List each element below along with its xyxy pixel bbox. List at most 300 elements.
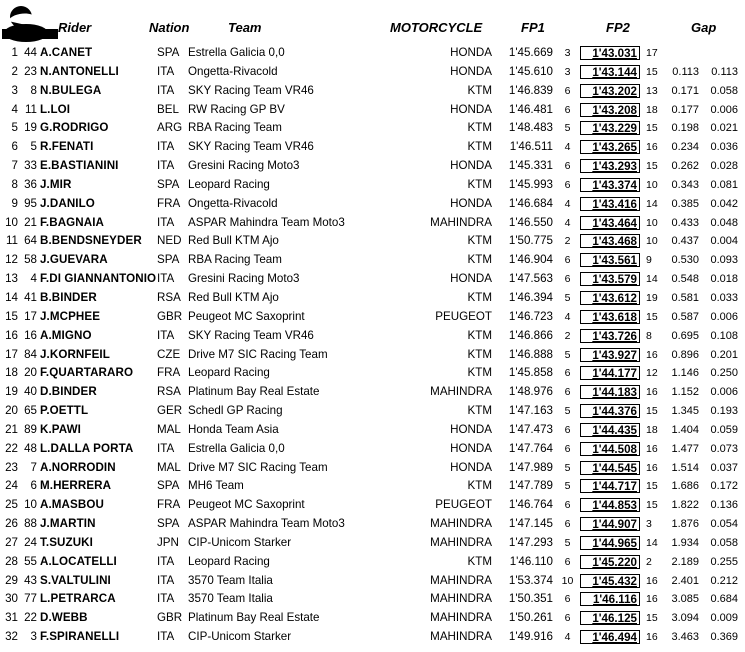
table-row [0, 119, 745, 138]
header-gap: Gap [691, 20, 717, 35]
fp2-lap: 15 [646, 612, 658, 625]
nation: GER [157, 404, 183, 418]
rider-name: D.WEBB [40, 611, 88, 625]
gap-first: 3.094 [671, 612, 699, 625]
fp2-time: 1'43.726 [580, 329, 640, 343]
position: 7 [11, 159, 18, 173]
table-row [0, 515, 745, 534]
position: 17 [5, 347, 18, 361]
gap-previous: 0.009 [710, 612, 738, 625]
fp1-time: 1'50.261 [508, 611, 553, 625]
gap-previous: 0.093 [710, 254, 738, 267]
nation: ITA [157, 441, 175, 455]
rider-name: P.OETTL [40, 404, 89, 418]
table-row [0, 496, 745, 515]
table-row [0, 572, 745, 591]
gap-first: 0.262 [671, 160, 699, 173]
team: Gresini Racing Moto3 [188, 159, 300, 173]
motorcycle: MAHINDRA [430, 385, 492, 399]
position: 18 [5, 366, 18, 380]
motorcycle: PEUGEOT [435, 309, 492, 323]
motorcycle: KTM [467, 366, 492, 380]
gap-first: 1.934 [671, 536, 699, 549]
fp1-time: 1'45.669 [508, 46, 553, 59]
gap-previous: 0.054 [710, 518, 738, 531]
nation: BEL [157, 102, 179, 116]
gap-first: 1.146 [671, 367, 699, 380]
motorcycle: MAHINDRA [430, 535, 492, 549]
table-row [0, 553, 745, 572]
fp2-lap: 16 [646, 461, 658, 474]
gap-first: 3.463 [671, 631, 699, 644]
fp1-lap: 4 [564, 631, 571, 644]
rider-number: 64 [24, 234, 37, 248]
team: Estrella Galicia 0,0 [188, 46, 285, 59]
table-row [0, 364, 745, 383]
fp1-time: 1'47.145 [508, 517, 553, 531]
fp2-lap: 16 [646, 348, 658, 361]
fp2-time: 1'44.177 [580, 366, 640, 380]
table-row [0, 383, 745, 402]
gap-first: 0.385 [671, 197, 699, 210]
fp2-lap: 15 [646, 480, 658, 493]
position: 25 [5, 498, 18, 512]
gap-previous: 0.684 [710, 593, 738, 606]
nation: ITA [157, 592, 175, 606]
table-row [0, 327, 745, 346]
motorcycle: HONDA [450, 441, 492, 455]
fp1-time: 1'47.163 [508, 404, 553, 418]
gap-first: 0.433 [671, 216, 699, 229]
position: 6 [11, 140, 18, 154]
fp2-lap: 16 [646, 386, 658, 399]
rider-number: 44 [24, 46, 37, 59]
fp2-time: 1'43.229 [580, 121, 640, 135]
fp2-time: 1'43.468 [580, 234, 640, 248]
rider-number: 3 [30, 630, 37, 644]
fp1-time: 1'53.374 [508, 573, 553, 587]
gap-previous: 0.058 [710, 536, 738, 549]
motorcycle: KTM [467, 121, 492, 135]
gap-first: 1.822 [671, 499, 699, 512]
position: 10 [5, 215, 18, 229]
motorcycle: HONDA [450, 46, 492, 59]
nation: RSA [157, 290, 181, 304]
gap-first: 1.686 [671, 480, 699, 493]
fp1-time: 1'46.904 [508, 253, 553, 267]
nation: FRA [157, 498, 181, 512]
rider-name: E.BASTIANINI [40, 159, 119, 173]
gap-previous: 0.033 [710, 291, 738, 304]
gap-previous: 0.004 [710, 235, 738, 248]
rider-number: 88 [24, 517, 37, 531]
fp1-lap: 3 [564, 65, 571, 78]
rider-name: J.KORNFEIL [40, 347, 110, 361]
fp2-lap: 15 [646, 405, 658, 418]
fp2-time: 1'43.464 [580, 216, 640, 230]
team: Platinum Bay Real Estate [188, 385, 320, 399]
rider-number: 23 [24, 64, 37, 78]
fp1-time: 1'45.331 [508, 159, 553, 173]
position: 11 [5, 234, 18, 248]
gap-previous: 0.255 [710, 555, 738, 568]
fp2-time: 1'44.907 [580, 517, 640, 531]
gap-first: 1.404 [671, 423, 699, 436]
fp2-lap: 13 [646, 84, 658, 97]
gap-previous: 0.250 [710, 367, 738, 380]
nation: MAL [157, 422, 181, 436]
rider-name: J.MCPHEE [40, 309, 101, 323]
fp2-time: 1'45.220 [580, 555, 640, 569]
motorcycle: HONDA [450, 159, 492, 173]
fp2-time: 1'43.612 [580, 291, 640, 305]
fp2-lap: 10 [646, 216, 658, 229]
fp2-time: 1'45.432 [580, 574, 640, 588]
team: SKY Racing Team VR46 [188, 83, 314, 97]
position: 19 [5, 385, 18, 399]
fp1-time: 1'46.511 [509, 140, 553, 154]
position: 23 [5, 460, 18, 474]
fp1-time: 1'45.858 [508, 366, 553, 380]
table-row [0, 270, 745, 289]
nation: SPA [157, 517, 180, 531]
position: 29 [5, 573, 18, 587]
rider-name: A.MASBOU [40, 498, 104, 512]
fp2-lap: 12 [646, 367, 658, 380]
nation: ITA [157, 83, 175, 97]
motorcycle: MAHINDRA [430, 573, 492, 587]
rider-name: B.BENDSNEYDER [40, 234, 142, 248]
gap-previous: 0.021 [710, 122, 738, 135]
fp2-lap: 10 [646, 178, 658, 191]
rider-number: 17 [24, 309, 37, 323]
position: 20 [5, 404, 18, 418]
position: 9 [11, 196, 18, 210]
table-row [0, 440, 745, 459]
motorcycle: MAHINDRA [430, 517, 492, 531]
position: 12 [5, 253, 18, 267]
fp1-time: 1'46.394 [508, 290, 553, 304]
gap-previous: 0.136 [710, 499, 738, 512]
fp2-lap: 16 [646, 574, 658, 587]
fp2-time: 1'43.618 [580, 310, 640, 324]
nation: ITA [157, 272, 175, 286]
gap-previous: 0.028 [710, 160, 738, 173]
team: Ongetta-Rivacold [188, 196, 278, 210]
rider-name: A.LOCATELLI [40, 554, 117, 568]
table-row [0, 609, 745, 628]
gap-first: 0.234 [671, 141, 699, 154]
fp2-time: 1'43.208 [580, 103, 640, 117]
table-row [0, 421, 745, 440]
gap-previous: 0.108 [710, 329, 738, 342]
rider-number: 10 [24, 498, 37, 512]
fp1-lap: 5 [564, 405, 571, 418]
rider-number: 43 [24, 573, 37, 587]
rider-number: 8 [30, 83, 37, 97]
rider-name: R.FENATI [40, 140, 94, 154]
fp1-lap: 6 [564, 555, 571, 568]
fp1-lap: 4 [564, 197, 571, 210]
rider-number: 65 [24, 404, 37, 418]
motorcycle: KTM [467, 404, 492, 418]
team: MH6 Team [188, 479, 244, 493]
rider-number: 36 [24, 177, 37, 191]
fp1-lap: 5 [564, 536, 571, 549]
gap-first: 0.177 [671, 103, 699, 116]
fp1-time: 1'47.989 [508, 460, 553, 474]
rider-number: 16 [24, 328, 37, 342]
nation: ITA [157, 630, 175, 644]
team: ASPAR Mahindra Team Moto3 [188, 517, 345, 531]
nation: NED [157, 234, 182, 248]
position: 31 [5, 611, 18, 625]
position: 14 [5, 290, 18, 304]
position: 26 [5, 517, 18, 531]
gap-previous: 0.059 [710, 423, 738, 436]
position: 4 [11, 102, 18, 116]
fp2-time: 1'44.853 [580, 498, 640, 512]
gap-previous: 0.018 [710, 273, 738, 286]
team: 3570 Team Italia [188, 573, 273, 587]
rider-name: F.SPIRANELLI [40, 630, 120, 644]
table-row [0, 590, 745, 609]
position: 8 [11, 177, 18, 191]
gap-previous: 0.058 [710, 84, 738, 97]
header-motorcycle: MOTORCYCLE [390, 20, 483, 35]
gap-first: 1.514 [671, 461, 699, 474]
table-row [0, 232, 745, 251]
gap-first: 2.401 [671, 574, 699, 587]
nation: SPA [157, 479, 180, 493]
rider-number: 41 [24, 290, 37, 304]
fp1-lap: 4 [564, 216, 571, 229]
motorcycle: KTM [467, 290, 492, 304]
rider-number: 19 [24, 121, 37, 135]
position: 1 [11, 46, 18, 59]
motorcycle: HONDA [450, 102, 492, 116]
rider-number: 95 [24, 196, 37, 210]
team: SKY Racing Team VR46 [188, 140, 314, 154]
rider-name: J.GUEVARA [40, 253, 108, 267]
fp2-lap: 16 [646, 631, 658, 644]
team: Peugeot MC Saxoprint [188, 498, 305, 512]
gap-first: 1.477 [671, 442, 699, 455]
team: Ongetta-Rivacold [188, 64, 278, 78]
motorcycle: KTM [467, 328, 492, 342]
motorcycle: PEUGEOT [435, 498, 492, 512]
motorcycle: KTM [467, 479, 492, 493]
fp2-time: 1'43.031 [580, 46, 640, 60]
gap-previous: 0.042 [710, 197, 738, 210]
team: CIP-Unicom Starker [188, 535, 292, 549]
fp2-time: 1'43.374 [580, 178, 640, 192]
rider-name: N.BULEGA [40, 83, 102, 97]
gap-first: 3.085 [671, 593, 699, 606]
team: Leopard Racing [188, 177, 270, 191]
table-row [0, 628, 745, 647]
motorcycle: KTM [467, 83, 492, 97]
nation: FRA [157, 366, 181, 380]
fp1-lap: 2 [564, 235, 571, 248]
fp1-time: 1'45.993 [508, 177, 553, 191]
rider-number: 84 [24, 347, 37, 361]
fp1-time: 1'48.483 [508, 121, 553, 135]
team: Peugeot MC Saxoprint [188, 309, 305, 323]
position: 28 [5, 554, 18, 568]
fp2-time: 1'43.561 [580, 253, 640, 267]
nation: ARG [157, 121, 183, 135]
rider-number: 55 [24, 554, 37, 568]
fp1-lap: 5 [564, 122, 571, 135]
fp2-time: 1'43.579 [580, 272, 640, 286]
fp1-lap: 6 [564, 612, 571, 625]
gap-previous: 0.193 [710, 405, 738, 418]
nation: ITA [157, 215, 175, 229]
fp1-lap: 6 [564, 386, 571, 399]
gap-first: 0.530 [671, 254, 699, 267]
nation: CZE [157, 347, 181, 361]
fp2-time: 1'43.202 [580, 84, 640, 98]
fp2-time: 1'44.183 [580, 385, 640, 399]
fp1-lap: 5 [564, 461, 571, 474]
rider-name: T.SUZUKI [40, 535, 93, 549]
team: CIP-Unicom Starker [188, 630, 292, 644]
fp2-lap: 16 [646, 141, 658, 154]
rider-number: 7 [30, 460, 37, 474]
rider-name: J.DANILO [40, 196, 95, 210]
nation: FRA [157, 196, 181, 210]
fp2-lap: 3 [646, 518, 652, 531]
team: Red Bull KTM Ajo [188, 234, 279, 248]
gap-first: 0.548 [671, 273, 699, 286]
header-rider: Rider [58, 20, 92, 35]
rider-name: A.NORRODIN [40, 460, 116, 474]
fp2-lap: 15 [646, 122, 658, 135]
rider-name: L.LOI [40, 102, 71, 116]
nation: ITA [157, 573, 175, 587]
fp1-lap: 6 [564, 84, 571, 97]
table-row [0, 308, 745, 327]
gap-first: 1.152 [671, 386, 699, 399]
rider-number: 33 [24, 159, 37, 173]
table-row [0, 157, 745, 176]
motorcycle: MAHINDRA [430, 592, 492, 606]
fp1-lap: 6 [564, 367, 571, 380]
fp1-lap: 5 [564, 348, 571, 361]
fp1-lap: 4 [564, 141, 571, 154]
rider-name: L.DALLA PORTA [40, 441, 134, 455]
rider-number: 5 [30, 140, 37, 154]
fp2-lap: 15 [646, 499, 658, 512]
fp1-time: 1'47.293 [508, 535, 553, 549]
table-row [0, 289, 745, 308]
team: RBA Racing Team [188, 121, 282, 135]
gap-previous: 0.048 [710, 216, 738, 229]
motorcycle: HONDA [450, 460, 492, 474]
rider-name: A.MIGNO [40, 328, 92, 342]
rider-name: J.MIR [40, 177, 72, 191]
motorcycle: KTM [467, 253, 492, 267]
gap-first: 0.896 [671, 348, 699, 361]
fp2-time: 1'43.144 [580, 65, 640, 79]
fp1-time: 1'45.610 [508, 64, 553, 78]
fp1-lap: 6 [564, 442, 571, 455]
fp1-time: 1'47.473 [508, 422, 553, 436]
header-fp2: FP2 [606, 20, 630, 35]
fp1-time: 1'46.684 [508, 196, 553, 210]
fp2-time: 1'44.545 [580, 461, 640, 475]
gap-first: 2.189 [671, 555, 699, 568]
rider-name: J.MARTIN [40, 517, 96, 531]
header-fp1: FP1 [521, 20, 545, 35]
rider-name: F.BAGNAIA [40, 215, 105, 229]
team: Leopard Racing [188, 366, 270, 380]
fp1-lap: 6 [564, 423, 571, 436]
fp1-lap: 6 [564, 518, 571, 531]
fp1-lap: 2 [564, 329, 571, 342]
nation: SPA [157, 253, 180, 267]
fp1-time: 1'47.563 [508, 272, 553, 286]
fp2-time: 1'44.435 [580, 423, 640, 437]
rider-number: 22 [24, 611, 37, 625]
fp1-time: 1'49.916 [508, 630, 553, 644]
nation: GBR [157, 309, 183, 323]
team: Platinum Bay Real Estate [188, 611, 320, 625]
fp1-time: 1'50.775 [508, 234, 553, 248]
nation: ITA [157, 554, 175, 568]
table-row [0, 44, 745, 63]
motorcycle: KTM [467, 347, 492, 361]
fp2-lap: 2 [646, 555, 652, 568]
position: 13 [5, 272, 18, 286]
rider-helmet-logo-icon [0, 3, 60, 43]
team: RBA Racing Team [188, 253, 282, 267]
fp2-lap: 14 [646, 536, 658, 549]
fp1-lap: 5 [564, 291, 571, 304]
table-row [0, 138, 745, 157]
fp1-lap: 6 [564, 178, 571, 191]
gap-previous: 0.201 [710, 348, 738, 361]
rider-name: G.RODRIGO [40, 121, 109, 135]
table-row [0, 82, 745, 101]
team: Honda Team Asia [188, 422, 279, 436]
fp1-lap: 6 [564, 160, 571, 173]
gap-previous: 0.081 [710, 178, 738, 191]
fp1-time: 1'46.888 [508, 347, 553, 361]
fp1-lap: 6 [564, 103, 571, 116]
fp2-time: 1'43.927 [580, 348, 640, 362]
fp1-time: 1'46.839 [508, 83, 553, 97]
fp1-time: 1'46.110 [509, 554, 553, 568]
team: Leopard Racing [188, 554, 270, 568]
rider-number: 40 [24, 385, 37, 399]
team: Gresini Racing Moto3 [188, 272, 300, 286]
position: 24 [5, 479, 18, 493]
gap-previous: 0.369 [710, 631, 738, 644]
nation: MAL [157, 460, 181, 474]
results-table [0, 44, 745, 647]
position: 15 [5, 309, 18, 323]
fp2-time: 1'46.125 [580, 611, 640, 625]
fp2-lap: 10 [646, 235, 658, 248]
nation: SPA [157, 46, 180, 59]
rider-name: M.HERRERA [40, 479, 112, 493]
fp2-time: 1'44.376 [580, 404, 640, 418]
table-row [0, 402, 745, 421]
gap-first: 0.343 [671, 178, 699, 191]
gap-first: 0.437 [671, 235, 699, 248]
